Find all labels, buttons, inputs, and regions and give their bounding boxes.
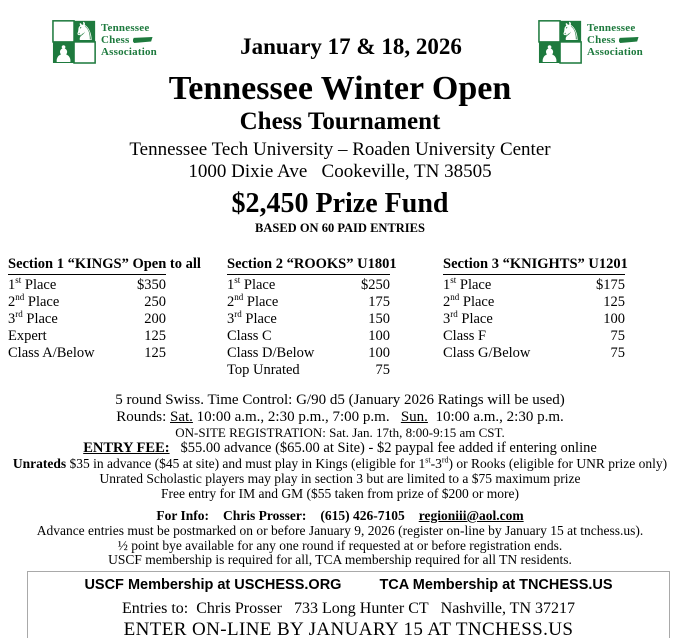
- contact-name: Chris Prosser:: [222, 508, 307, 523]
- prize-row: [8, 345, 166, 362]
- prize-row: [443, 328, 625, 345]
- prize-row: [227, 345, 390, 362]
- logo-line-association: Association: [587, 46, 643, 58]
- prize-row-value: 75: [610, 345, 625, 361]
- prize-row: [8, 311, 166, 328]
- tca-logo-left: [52, 14, 164, 66]
- tca-chessboard-icon: [538, 14, 584, 66]
- time-control-line: 5 round Swiss. Time Control: G/90 d5 (January 2026 Ratings will be used): [115, 392, 565, 408]
- entry-fee-line: ENTRY FEE: $55.00 advance ($65.00 at Site) - $2 paypal fee added if entering online: [83, 440, 597, 456]
- prize-row-label: 2nd Place: [227, 292, 279, 310]
- prize-row-label: 1st Place: [8, 275, 57, 293]
- prize-row: [8, 328, 166, 345]
- entries-to-line: Entries to: Chris Prosser 733 Long Hunter CT Nashville, TN 37217: [122, 599, 575, 617]
- prize-row-value: 75: [610, 328, 625, 344]
- uscf-membership-text: USCF Membership at USCHESS.ORG: [84, 576, 342, 593]
- prize-row-label: 2nd Place: [443, 292, 495, 310]
- prize-row: [227, 362, 390, 379]
- svg-text:♞: ♞: [559, 17, 582, 46]
- rounds-line: Rounds: Sat. 10:00 a.m., 2:30 p.m., 7:00 p.m. Sun. 10:00 a.m., 2:30 p.m.: [116, 409, 564, 425]
- svg-text:♟: ♟: [53, 42, 74, 66]
- contact-info: [0, 508, 680, 568]
- tca-logo-wordmark: [101, 22, 157, 58]
- for-info-label: For Info:: [156, 508, 209, 523]
- section-header: Section 2 “ROOKS” U1801: [227, 256, 390, 275]
- prize-row: [227, 294, 390, 311]
- for-info-line: [0, 508, 680, 524]
- event-title: Tennessee Winter Open: [168, 70, 512, 107]
- prize-row-value: 125: [144, 345, 166, 361]
- prize-row: [227, 277, 390, 294]
- prize-row-value: 200: [144, 311, 166, 327]
- prize-fund: $2,450 Prize Fund: [231, 188, 449, 219]
- prize-row: [443, 345, 625, 362]
- tca-logo-wordmark: [587, 22, 643, 58]
- prize-row-value: $175: [596, 277, 625, 293]
- advance-entries-line: Advance entries must be postmarked on or before January 9, 2026 (register on-line by January 15 at tnchess.us).: [36, 523, 644, 538]
- entry-box: [27, 571, 670, 638]
- prize-row: [443, 311, 625, 328]
- logo-line-tennessee: Tennessee: [587, 22, 636, 34]
- prize-row-value: 150: [368, 311, 390, 327]
- header-center: [164, 34, 538, 60]
- prize-row: [443, 277, 625, 294]
- section-kings: [8, 256, 201, 379]
- prize-row-value: 125: [144, 328, 166, 344]
- logo-line-chess: Chess: [587, 34, 643, 46]
- prize-basis: BASED ON 60 PAID ENTRIES: [255, 221, 425, 235]
- logo-line-chess: Chess: [101, 34, 157, 46]
- prize-row-value: 125: [603, 294, 625, 310]
- prize-row-label: Class C: [227, 328, 272, 344]
- prize-row-value: $350: [137, 277, 166, 293]
- svg-text:♞: ♞: [73, 17, 96, 46]
- membership-required-line: USCF membership is required for all, TCA membership required for all TN residents.: [108, 552, 572, 567]
- svg-text:♟: ♟: [539, 42, 560, 66]
- prize-row-value: 75: [375, 362, 390, 378]
- flyer-header: [0, 0, 680, 66]
- prize-row-value: 250: [144, 294, 166, 310]
- address-line: 1000 Dixie Ave Cookeville, TN 38505: [188, 161, 492, 182]
- tennessee-state-icon: [133, 37, 153, 43]
- prize-row-label: 1st Place: [227, 275, 276, 293]
- prize-row-label: 1st Place: [443, 275, 492, 293]
- bye-line: ½ point bye available for any one round if requested at or before registration ends.: [117, 537, 563, 553]
- prize-row-value: 175: [368, 294, 390, 310]
- prize-row: [227, 328, 390, 345]
- section-header: Section 1 “KINGS” Open to all: [8, 256, 166, 275]
- unrated-line: Unrateds $35 in advance ($45 at site) and must play in Kings (eligible for 1st-3rd) or Rooks (eligible for UNR prize only): [12, 455, 668, 471]
- prize-row-label: Class D/Below: [227, 345, 315, 361]
- prize-row: [8, 277, 166, 294]
- section-header: Section 3 “KNIGHTS” U1201: [443, 256, 625, 275]
- logo-line-tennessee: Tennessee: [101, 22, 150, 34]
- tennessee-state-icon: [619, 37, 639, 43]
- tournament-details: [0, 392, 680, 501]
- section-knights: [443, 256, 628, 379]
- prize-row-label: Class G/Below: [443, 345, 531, 361]
- prize-row-label: Top Unrated: [227, 362, 300, 378]
- tca-logo-right: [538, 14, 650, 66]
- prize-row: [227, 311, 390, 328]
- tca-membership-text: TCA Membership at TNCHESS.US: [379, 576, 613, 593]
- prize-row-value: 100: [368, 345, 390, 361]
- prize-row-label: Class F: [443, 328, 487, 344]
- prize-row-label: 3rd Place: [8, 309, 58, 327]
- prize-row: [443, 294, 625, 311]
- event-date: January 17 & 18, 2026: [240, 34, 462, 59]
- prize-row-label: 3rd Place: [227, 309, 277, 327]
- tca-chessboard-icon: [52, 14, 98, 66]
- event-subtitle: Chess Tournament: [239, 108, 441, 135]
- email-link[interactable]: regioniii@aol.com: [418, 508, 524, 523]
- onsite-registration-line: ON-SITE REGISTRATION: Sat. Jan. 17th, 8:00-9:15 am CST.: [175, 425, 505, 440]
- prize-row-label: 3rd Place: [443, 309, 493, 327]
- logo-line-association: Association: [101, 46, 157, 58]
- prize-row-value: 100: [368, 328, 390, 344]
- scholastic-line: Unrated Scholastic players may play in section 3 but are limited to a $75 maximum prize: [99, 471, 581, 486]
- membership-links-line: [34, 576, 663, 594]
- section-rooks: [227, 256, 397, 379]
- prize-row-label: Expert: [8, 328, 47, 344]
- sunday-label: Sun.: [400, 409, 428, 425]
- saturday-label: Sat.: [170, 409, 193, 425]
- prize-row: [8, 294, 166, 311]
- venue-line: Tennessee Tech University – Roaden University Center: [129, 139, 551, 160]
- prize-row-value: 100: [603, 311, 625, 327]
- free-entry-line: Free entry for IM and GM ($55 taken from prize of $200 or more): [160, 486, 519, 501]
- prize-sections: [0, 256, 680, 379]
- entry-fee-label: ENTRY FEE:: [83, 440, 170, 456]
- prize-row-value: $250: [361, 277, 390, 293]
- prize-row-label: Class A/Below: [8, 345, 95, 361]
- prize-row-label: 2nd Place: [8, 292, 60, 310]
- contact-phone: (615) 426-7105: [320, 508, 405, 523]
- enter-online-line: ENTER ON-LINE BY JANUARY 15 AT TNCHESS.US: [123, 618, 574, 638]
